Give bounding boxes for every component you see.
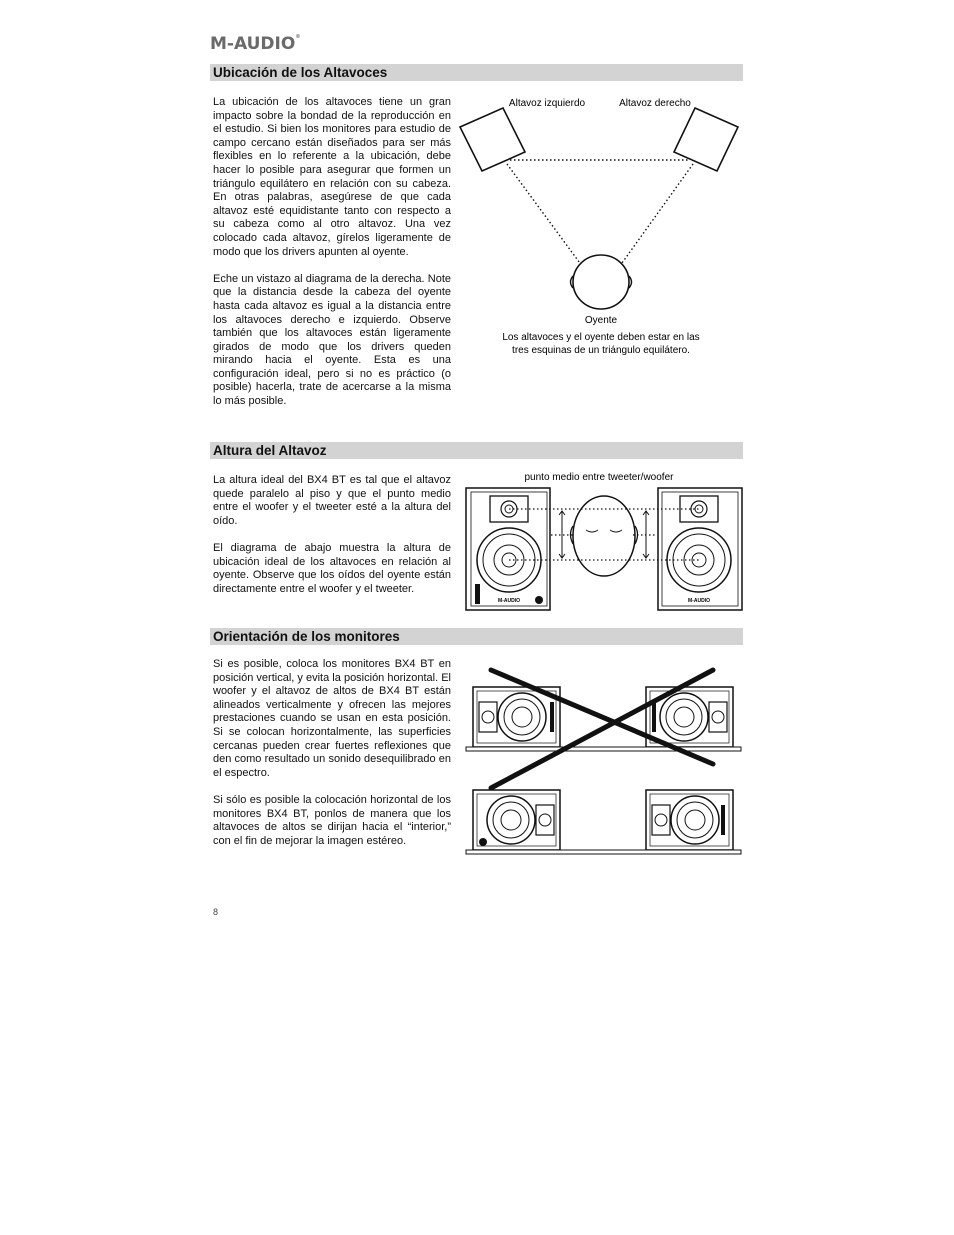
section-title-placement: Ubicación de los Altavoces: [213, 65, 388, 80]
placement-paragraph-2: Eche un vistazo al diagrama de la derecha. Note que la distancia desde la cabeza del oyente hasta cada altavoz es igual a la distancia entre los altavoces derecho e izquierdo. Observe también que los altavoces están ligeramente girados de modo que los drivers queden mirando hacia el oyente. Esta es una configuración ideal, pero si no es práctico (o posible) hacerla, trate de acercarse a la misma lo más posible.: [213, 272, 451, 408]
orientation-paragraph-2: Si sólo es posible la colocación horizontal de los monitores BX4 BT, ponlos de manera que los altavoces de altos se dirijan hacia el “interior,” con el fin de mejorar la imagen estéreo.: [213, 793, 451, 847]
brand-logo-text: M-AUDIO: [210, 34, 296, 54]
left-vertical-speaker-icon: [466, 488, 550, 610]
page-number: 8: [213, 907, 219, 917]
brand-logo: [210, 34, 300, 54]
speaker-height-diagram: [463, 468, 745, 614]
orientation-paragraph-1: Si es posible, coloca los monitores BX4 BT en posición vertical, y evita la posición horizontal. El woofer y el altavoz de altos de BX4 BT están alineados verticalmente y ofrecen las mejores prestaciones cuando se usan en esta posición. Si se colocan horizontalmente, las superficies cercanas pueden crear fuertes reflexiones que den como resultado un sonido desequilibrado en el espectro.: [213, 658, 451, 779]
triangle-right-edge: [617, 164, 693, 270]
midpoint-label: punto medio entre tweeter/woofer: [524, 472, 674, 483]
placement-paragraph-1: La ubicación de los altavoces tiene un gran impacto sobre la bondad de la reproducción en el estudio. Si bien los monitores para estudio de campo cercano están diseñados para ser más flexibles en lo referente a la ubicación, debe hacer lo posible para asegurar que formen un triángulo equilátero en relación con su cabeza. En otras palabras, asegúrese de que cada altavoz esté equidistante tanto con respecto a su cabeza como al otro altavoz. Una vez colocado cada altavoz, gírelos ligeramente de modo que los drivers apunten al oyente.: [213, 96, 451, 258]
diagram-caption-line-2: tres esquinas de un triángulo equilátero.: [512, 345, 690, 356]
orientation-text: [213, 658, 451, 848]
right-vertical-speaker-icon: [658, 488, 742, 610]
listener-head-icon: [571, 255, 632, 309]
section-header-orientation: [210, 628, 743, 645]
left-speaker-icon: [460, 108, 525, 171]
listener-face-icon: [571, 496, 638, 576]
section-title-orientation: Orientación de los monitores: [213, 629, 400, 644]
section-header-placement: [210, 64, 743, 81]
section-header-height: [210, 442, 743, 459]
left-speaker-label: Altavoz izquierdo: [508, 98, 586, 109]
correct-right-horizontal-speaker-icon: [646, 790, 733, 850]
correct-left-horizontal-speaker-icon: [473, 790, 560, 850]
triangle-placement-diagram: [455, 92, 745, 362]
bottom-shelf: [466, 850, 741, 854]
monitor-orientation-diagram: [463, 662, 745, 860]
right-speaker-brand: M-AUDIO: [688, 598, 710, 604]
height-paragraph-2: El diagrama de abajo muestra la altura de ubicación ideal de los altavoces en relación al oyente. Observe que los oídos del oyente están directamente entre el woofer y el tweeter.: [213, 541, 451, 595]
left-speaker-brand: M-AUDIO: [498, 598, 520, 604]
section-title-height: Altura del Altavoz: [213, 443, 327, 458]
top-shelf: [466, 747, 741, 751]
height-paragraph-1: La altura ideal del BX4 BT es tal que el altavoz quede paralelo al piso y que el punto medio entre el woofer y el tweeter esté a la altura del oído.: [213, 474, 451, 527]
height-text: [213, 474, 451, 596]
right-speaker-label: Altavoz derecho: [619, 98, 691, 109]
triangle-left-edge: [507, 164, 585, 270]
trademark-mark: ®: [295, 34, 301, 40]
diagram-caption-line-1: Los altavoces y el oyente deben estar en las: [502, 332, 700, 343]
listener-label: Oyente: [584, 315, 618, 326]
placement-text: [213, 96, 451, 409]
right-speaker-icon: [674, 108, 738, 171]
